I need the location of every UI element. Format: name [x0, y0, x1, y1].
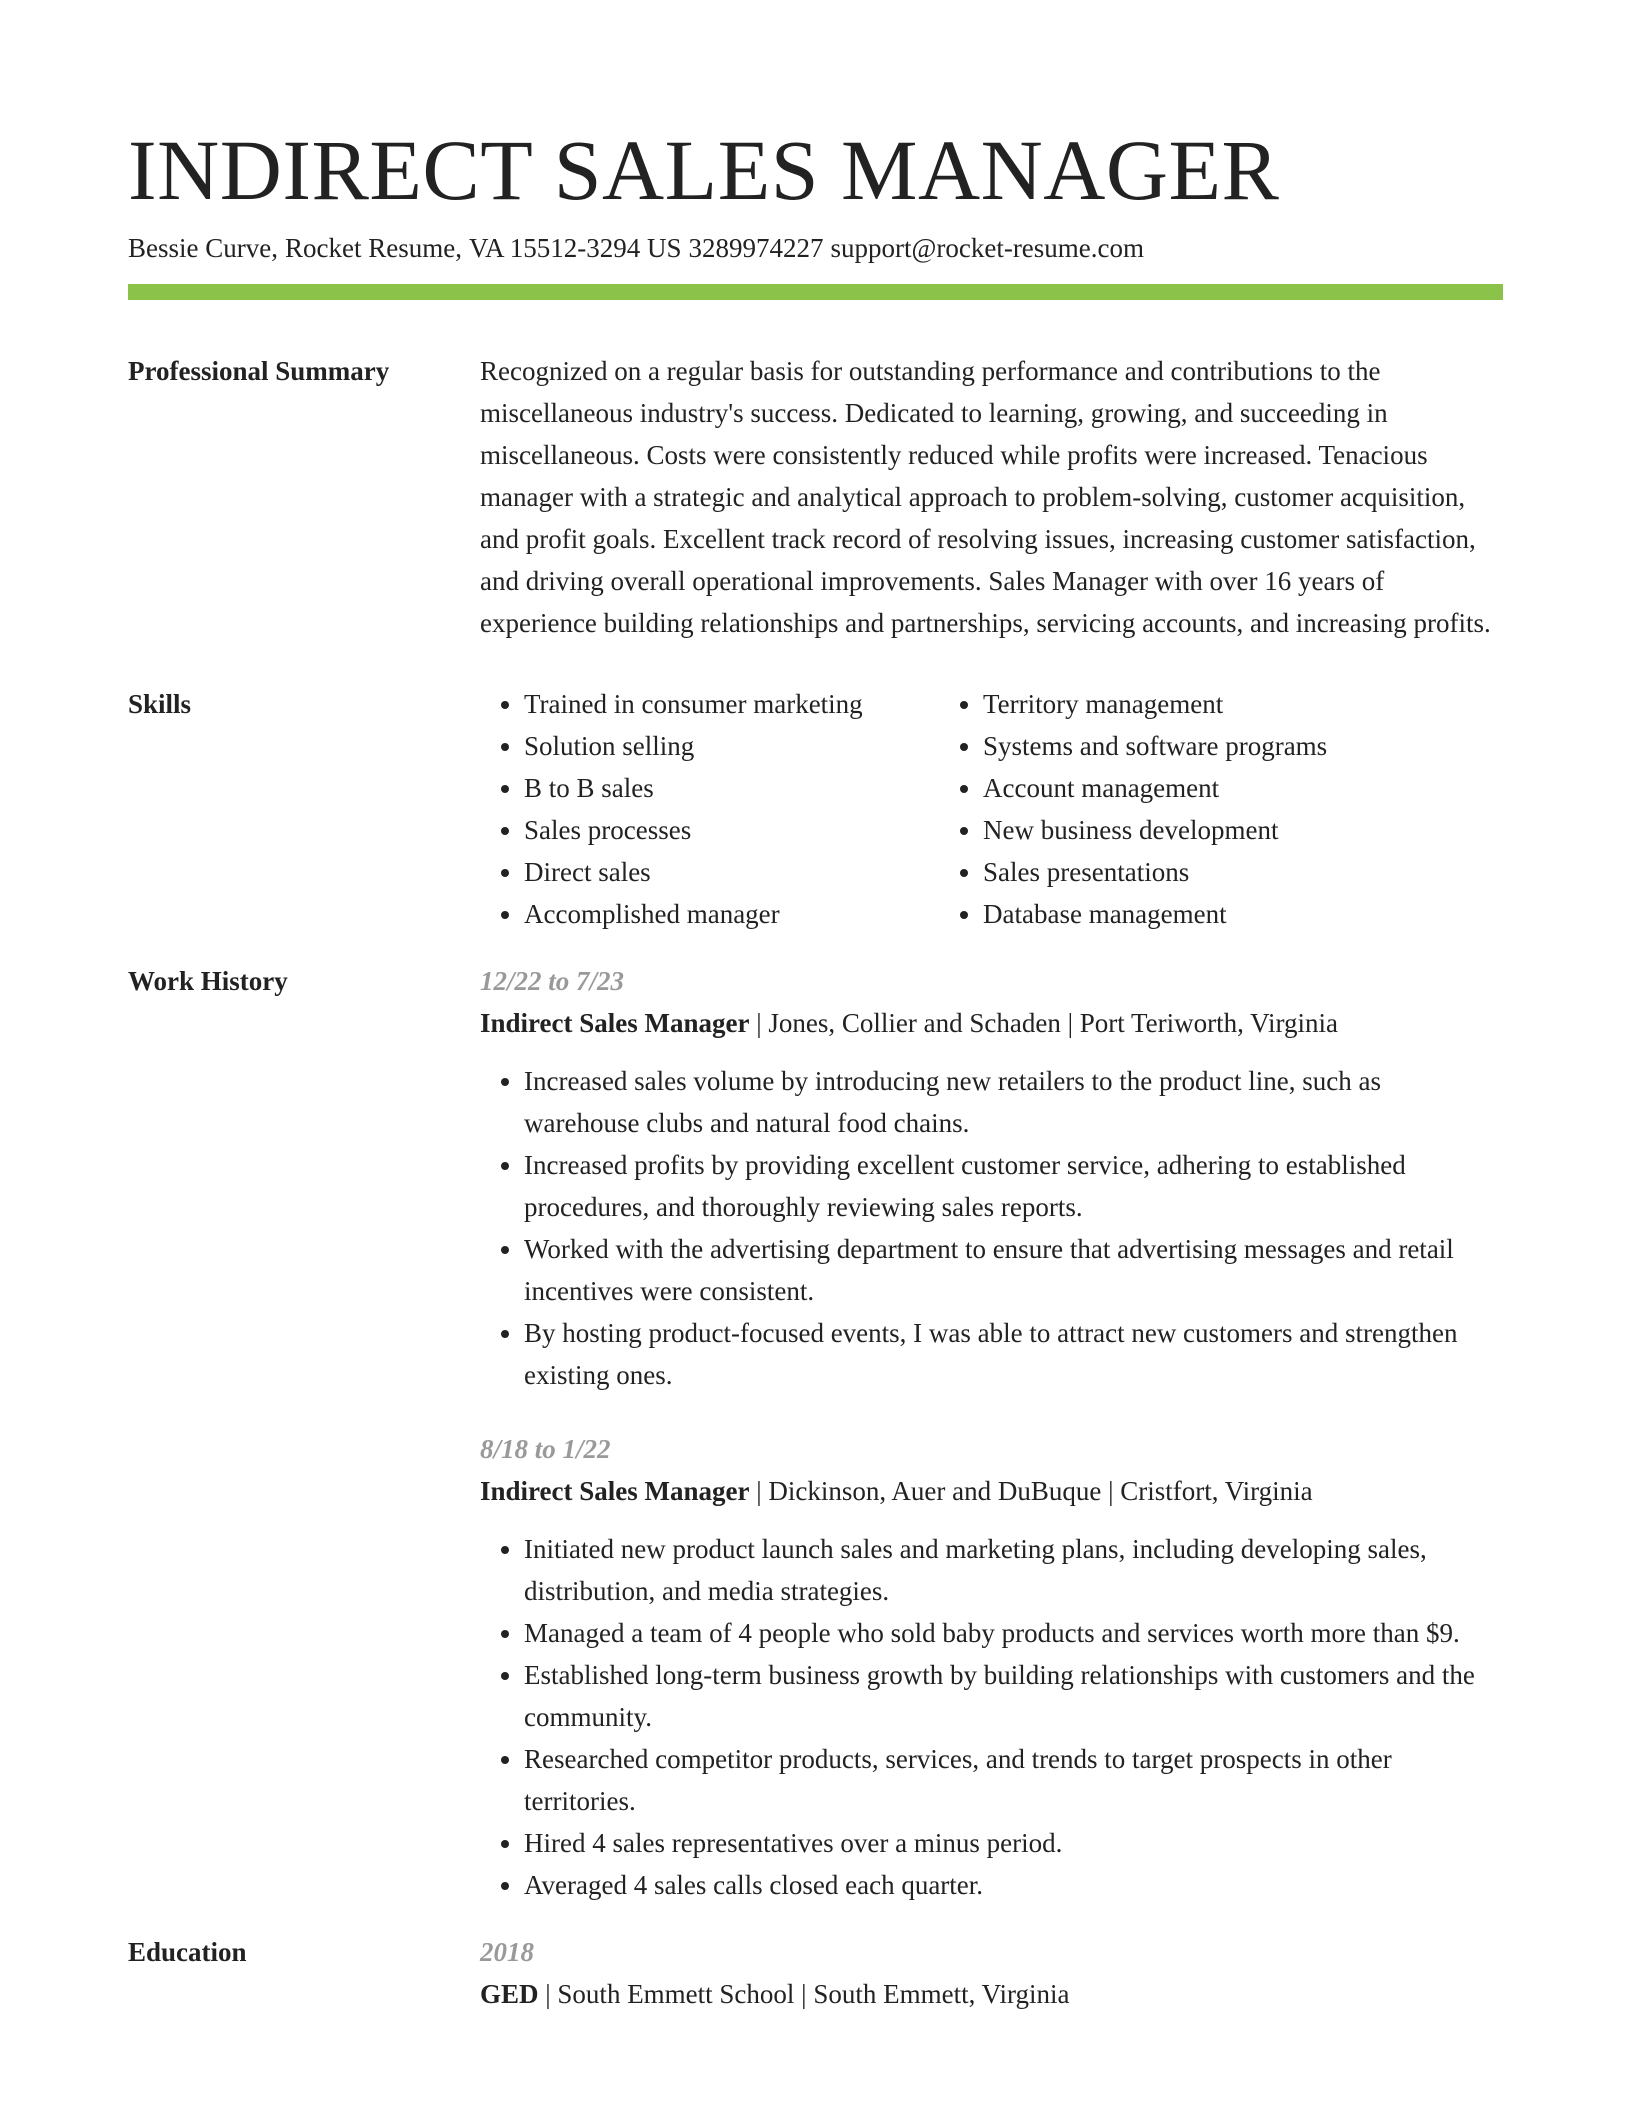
skill-item: • Direct sales: [524, 851, 939, 893]
resume-page: [128, 120, 1503, 2015]
contact-line: [128, 230, 1503, 266]
job-title-line: [480, 1470, 1503, 1512]
skill-item: • Sales processes: [524, 809, 939, 851]
job-bullet: • Researched competitor products, services, and trends to target prospects in other territories.: [524, 1738, 1503, 1822]
contact-company: Rocket Resume,: [284, 233, 462, 263]
job-entry: [480, 960, 1503, 1396]
job-title-line: [480, 1002, 1503, 1044]
skill-item: • B to B sales: [524, 767, 939, 809]
job-bullet: • Managed a team of 4 people who sold baby products and services worth more than $9.: [524, 1612, 1503, 1654]
header-divider: [128, 284, 1503, 300]
contact-email: support@rocket-resume.com: [830, 233, 1145, 263]
summary-section: [128, 350, 1503, 644]
education-line: [480, 1973, 1503, 2015]
summary-heading: Professional Summary: [128, 356, 390, 386]
job-bullets: [480, 1528, 1503, 1906]
education-date: 2018: [480, 1937, 534, 1967]
job-date: 12/22 to 7/23: [480, 966, 625, 996]
education-section: [128, 1931, 1503, 2015]
skill-item: • New business development: [983, 809, 1327, 851]
job-bullet: • Increased sales volume by introducing new retailers to the product line, such as warehouse clubs and natural food chains.: [524, 1060, 1503, 1144]
work-heading: Work History: [128, 966, 288, 996]
skill-item: • Trained in consumer marketing: [524, 683, 939, 725]
contact-name: Bessie Curve,: [128, 233, 278, 263]
skills-list-right: [939, 683, 1327, 935]
skill-item: • Sales presentations: [983, 851, 1327, 893]
skills-section: [128, 683, 1503, 935]
skill-item: • Database management: [983, 893, 1327, 935]
job-bullet: • Worked with the advertising department to ensure that advertising messages and retail incentives were consistent.: [524, 1228, 1503, 1312]
job-bullet: • Established long-term business growth by building relationships with customers and the community.: [524, 1654, 1503, 1738]
skill-item: • Account management: [983, 767, 1327, 809]
resume-title: INDIRECT SALES MANAGER: [128, 122, 1280, 218]
job-details: | Jones, Collier and Schaden | Port Teriworth, Virginia: [749, 1008, 1338, 1038]
work-section: [128, 960, 1503, 1906]
job-bullet: • Increased profits by providing excellent customer service, adhering to established procedures, and thoroughly reviewing sales reports.: [524, 1144, 1503, 1228]
skill-item: • Solution selling: [524, 725, 939, 767]
job-bullet: • By hosting product-focused events, I was able to attract new customers and strengthen existing ones.: [524, 1312, 1503, 1396]
job-role: Indirect Sales Manager: [480, 1008, 750, 1038]
education-heading: Education: [128, 1937, 247, 1967]
job-bullet: • Hired 4 sales representatives over a minus period.: [524, 1822, 1503, 1864]
job-date: 8/18 to 1/22: [480, 1434, 611, 1464]
contact-phone: 3289974227: [688, 233, 824, 263]
skills-heading: Skills: [128, 689, 192, 719]
job-entry: [480, 1428, 1503, 1906]
contact-location: VA 15512-3294 US: [468, 233, 682, 263]
skill-item: • Systems and software programs: [983, 725, 1327, 767]
job-role: Indirect Sales Manager: [480, 1476, 750, 1506]
summary-text: Recognized on a regular basis for outstanding performance and contributions to the miscellaneous industry's success. Dedicated to learning, growing, and succeeding in miscellaneous. Costs were consistently reduced while profits were increased. Tenacious manager with a strategic and analytical approach to problem-solving, customer acquisition, and profit goals. Excellent track record of resolving issues, increasing customer satisfaction, and driving overall operational improvements. Sales Manager with over 16 years of experience building relationships and partnerships, servicing accounts, and increasing profits.: [480, 356, 1491, 638]
job-bullet: • Averaged 4 sales calls closed each quarter.: [524, 1864, 1503, 1906]
job-details: | Dickinson, Auer and DuBuque | Cristfort, Virginia: [749, 1476, 1313, 1506]
education-details: | South Emmett School | South Emmett, Virginia: [538, 1979, 1070, 2009]
skill-item: • Accomplished manager: [524, 893, 939, 935]
skills-list-left: [480, 683, 939, 935]
job-bullets: [480, 1060, 1503, 1396]
job-bullet: • Initiated new product launch sales and marketing plans, including developing sales, distribution, and media strategies.: [524, 1528, 1503, 1612]
education-degree: GED: [480, 1979, 539, 2009]
skill-item: • Territory management: [983, 683, 1327, 725]
